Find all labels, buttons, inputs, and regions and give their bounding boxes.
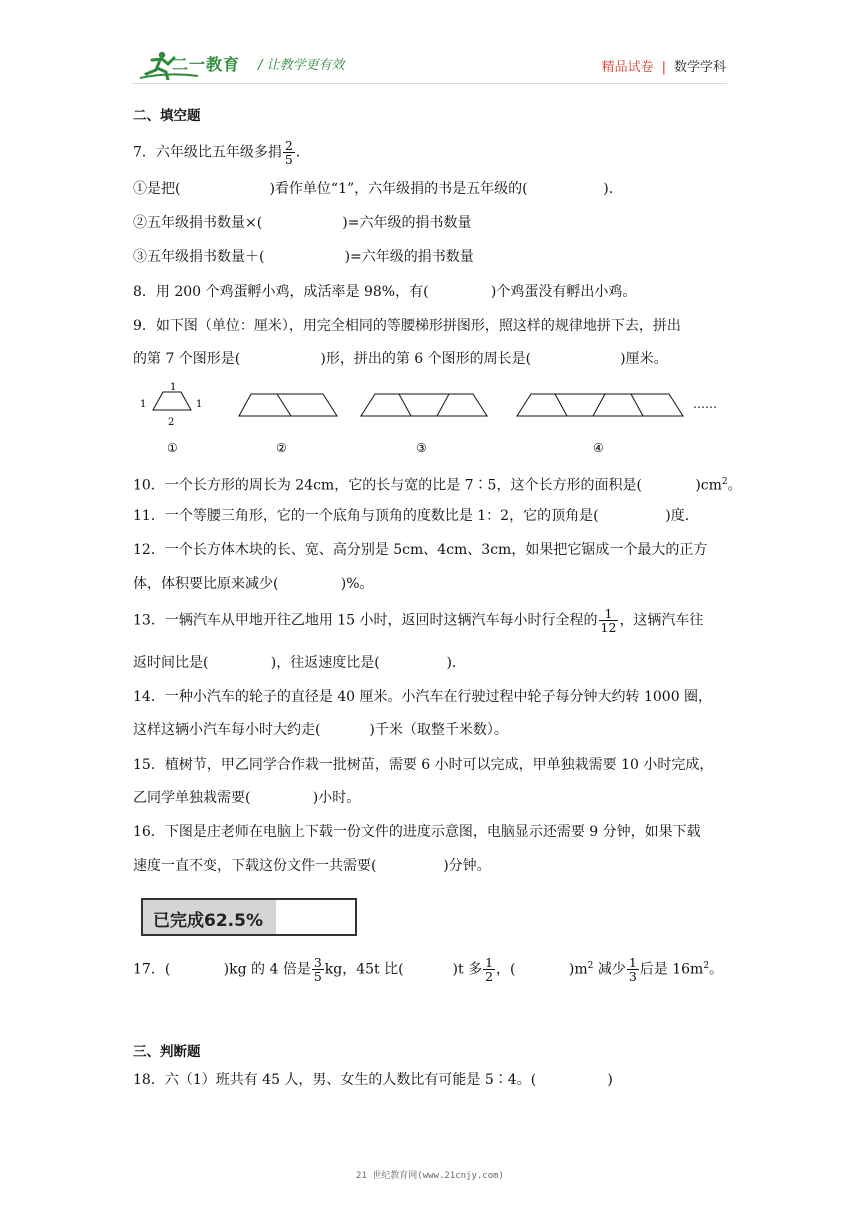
fraction-numerator: 1 [485,955,494,970]
figure-1-left-label: 1 [140,399,147,410]
question-8: 8．用 200 个鸡蛋孵小鸡，成活率是 98%，有( )个鸡蛋没有孵出小鸡。 [133,284,637,300]
q10-end: 。 [727,477,742,494]
question-14-line-1: 14．一种小汽车的轮子的直径是 40 厘米。小汽车在行驶过程中轮子每分钟大约转 1000 圈， [133,689,713,705]
q17-part-1: 17．( )kg 的 4 倍是 [133,961,311,978]
fraction [283,139,295,166]
progress-label: 已完成62.5% [153,911,263,931]
fraction-denominator: 5 [313,969,322,984]
figure-4 [517,394,683,416]
figure-2 [239,394,337,416]
q17-sup: 2 [587,960,594,971]
fraction [627,956,639,983]
q17-sup-2: 2 [703,960,710,971]
question-13-line-2: 返时间比是( )，往返速度比是( )． [133,655,466,671]
q17-end: 。 [709,961,724,978]
header-rule [133,83,727,84]
q13-text: 13．一辆汽车从甲地开往乙地用 15 小时，返回时这辆汽车每小时行全程的 [133,612,598,629]
question-18: 18．六（1）班共有 45 人，男、女生的人数比有可能是 5∶4。( ) [133,1072,613,1088]
page-footer: 21 世纪教育网(www.21cnjy.com) [356,1171,504,1181]
question-14-line-2: 这样这辆小汽车每小时大约走( )千米（取整千米数）。 [133,722,508,738]
question-12-line-2: 体，体积要比原来减少( )%。 [133,576,374,592]
question-7 [133,139,310,166]
question-16-line-2: 速度一直不变，下载这份文件一共需要( )分钟。 [133,858,491,874]
question-7-part-2: ②五年级捐书数量×( )=六年级的捐书数量 [133,215,472,231]
page-header [0,44,860,84]
fraction-denominator: 3 [628,969,637,984]
q10-text: 10．一个长方形的周长为 24cm，它的长与宽的比是 7∶5，这个长方形的面积是( )cm [133,477,722,494]
section-title: 三、判断题 [133,1044,201,1060]
figure-label-1: ① [167,441,178,455]
question-11: 11．一个等腰三角形，它的一个底角与顶角的度数比是 1：2，它的顶角是( )度． [133,508,699,524]
figure-label-2: ② [276,441,287,455]
figure-1-top-label: 1 [170,382,177,393]
slogan: / 让教学更有效 [258,58,345,73]
fraction-numerator: 2 [284,138,293,153]
fraction [312,956,324,983]
question-15-line-1: 15．植树节，甲乙同学合作栽一批树苗，需要 6 小时可以完成，甲单独栽需要 10 小时完成， [133,757,714,773]
question-9-line-2: 的第 7 个图形是( )形，拼出的第 6 个图形的周长是( )厘米。 [133,351,668,367]
question-9-line-1: 9．如下图（单位：厘米），用完全相同的等腰梯形拼图形，照这样的规律地拼下去，拼出 [133,318,681,334]
question-10 [133,473,742,495]
download-progress-bar [141,898,357,936]
figure-1 [140,382,202,428]
fraction-denominator: 12 [600,620,617,635]
question-7-part-1: ①是把( )看作单位“1”，六年级捐的书是五年级的( )． [133,181,623,197]
fraction-numerator: 1 [599,607,619,621]
badge-label: 精品试卷 [601,60,654,75]
section-title: 二、填空题 [133,108,201,124]
fraction-numerator: 1 [628,955,637,970]
fraction [599,607,619,634]
figure-label-4: ④ [593,441,604,455]
fraction-denominator: 2 [485,969,494,984]
figure-1-bottom-label: 2 [168,417,175,428]
logo-text: 二一教育 [172,55,241,74]
q17-part-5: 后是 16m [639,961,704,978]
ellipsis: …… [693,397,717,411]
question-12-line-1: 12．一个长方体木块的长、宽、高分别是 5cm、4cm、3cm，如果把它锯成一个最大的正方 [133,542,708,558]
q17-part-4: 减少 [593,961,626,978]
q17-part-3: ，( )m [496,961,588,978]
q10-sup: 2 [721,477,728,487]
fraction [483,956,495,983]
fraction-denominator: 5 [284,152,293,167]
question-7-part-3: ③五年级捐书数量＋( )=六年级的捐书数量 [133,249,474,265]
header-right [602,56,726,75]
figure-1-right-label: 1 [196,399,203,410]
q17-part-2: kg，45t 比( )t 多 [324,961,483,978]
q13-end: ，这辆汽车往 [619,612,704,629]
figure-3 [361,394,487,416]
q7-end: ． [295,144,310,161]
question-17 [133,956,723,983]
figure-label-3: ③ [416,441,427,455]
question-13-line-1 [133,607,703,634]
trapezoid-pattern-figure [133,380,733,458]
question-16-line-1: 16．下图是庄老师在电脑上下载一份文件的进度示意图，电脑显示还需要 9 分钟，如果下载 [133,824,701,840]
header-divider: | [661,60,666,75]
fraction-numerator: 3 [313,955,322,970]
question-15-line-2: 乙同学单独栽需要( )小时。 [133,790,361,806]
q7-text: 7．六年级比五年级多捐 [133,144,282,161]
subject-label: 数学学科 [673,60,726,75]
